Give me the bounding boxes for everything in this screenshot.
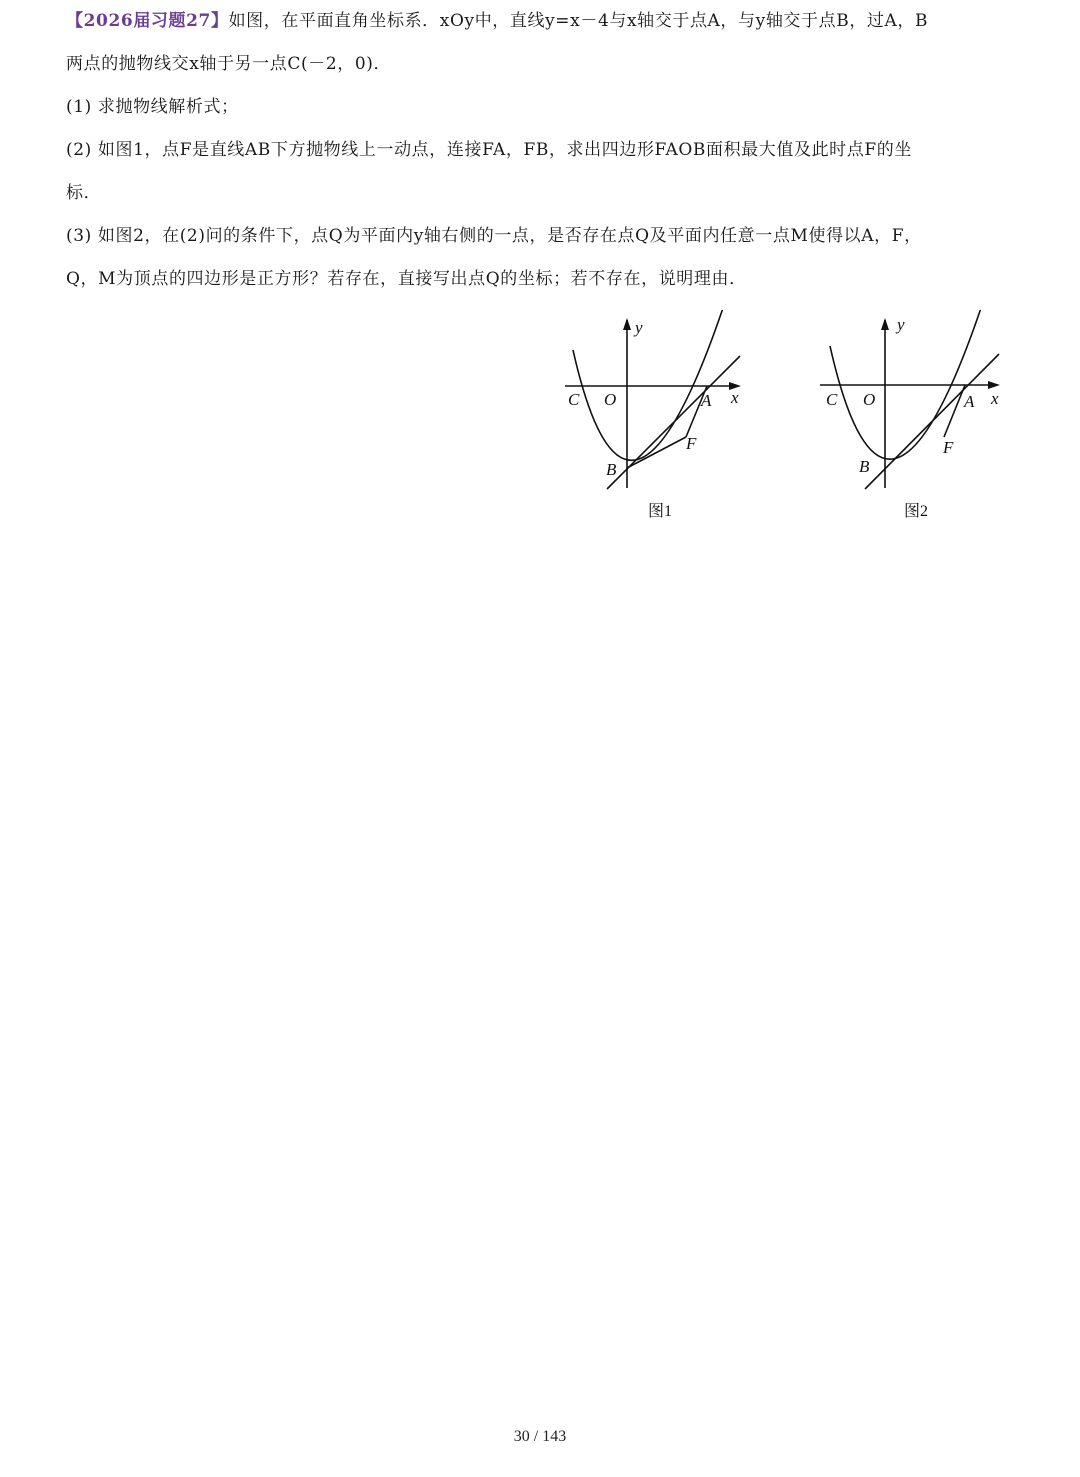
label-f: F	[686, 434, 697, 453]
problem-statement: 如图，在平面直角坐标系．xOy中，直线y=x－4与x轴交于点A，与y轴交于点B，过A，B	[228, 11, 929, 31]
question-1: (1) 求抛物线解析式；	[66, 97, 239, 117]
label-o: O	[863, 390, 876, 409]
figure-2-caption: 图2	[903, 503, 928, 520]
page-number: 30 / 143	[513, 1428, 567, 1445]
figure-1-diagram	[555, 310, 755, 500]
parabola	[573, 310, 723, 460]
problem-line-2: 两点的抛物线交x轴于另一点C(－2，0)．	[66, 54, 392, 74]
question-2-line-1: (2) 如图1，点F是直线AB下方抛物线上一动点，连接FA，FB，求出四边形FAOB面积最大值及此时点F的坐	[66, 140, 912, 160]
label-b: B	[606, 460, 617, 479]
label-a: A	[701, 391, 712, 410]
label-x: x	[731, 388, 739, 407]
problem-tag: 【2026届习题27】	[66, 11, 229, 31]
segment-fb	[627, 437, 686, 468]
label-x: x	[991, 389, 999, 408]
figure-1-caption: 图1	[647, 503, 672, 520]
label-a: A	[964, 392, 975, 411]
figure-2-diagram	[813, 310, 1013, 500]
label-y: y	[897, 315, 905, 334]
figure-1	[555, 310, 755, 520]
problem-text	[66, 10, 1016, 311]
label-f: F	[943, 438, 954, 457]
label-y: y	[635, 318, 643, 337]
question-2-line-2: 标．	[66, 183, 102, 203]
label-c: C	[568, 390, 580, 409]
problem-line-1	[66, 10, 1016, 32]
question-3-line-2: Q，M为顶点的四边形是正方形？若存在，直接写出点Q的坐标；若不存在，说明理由．	[66, 269, 747, 289]
y-axis-arrow	[623, 318, 631, 330]
question-3-line-1: (3) 如图2，在(2)问的条件下，点Q为平面内y轴右侧的一点，是否存在点Q及平面内任意一点M使得以A，F，	[66, 226, 922, 246]
x-axis-arrow	[988, 381, 1000, 389]
label-c: C	[826, 390, 838, 409]
y-axis-arrow	[881, 318, 889, 330]
figure-2	[813, 310, 1013, 520]
label-b: B	[859, 457, 870, 476]
label-o: O	[604, 390, 617, 409]
